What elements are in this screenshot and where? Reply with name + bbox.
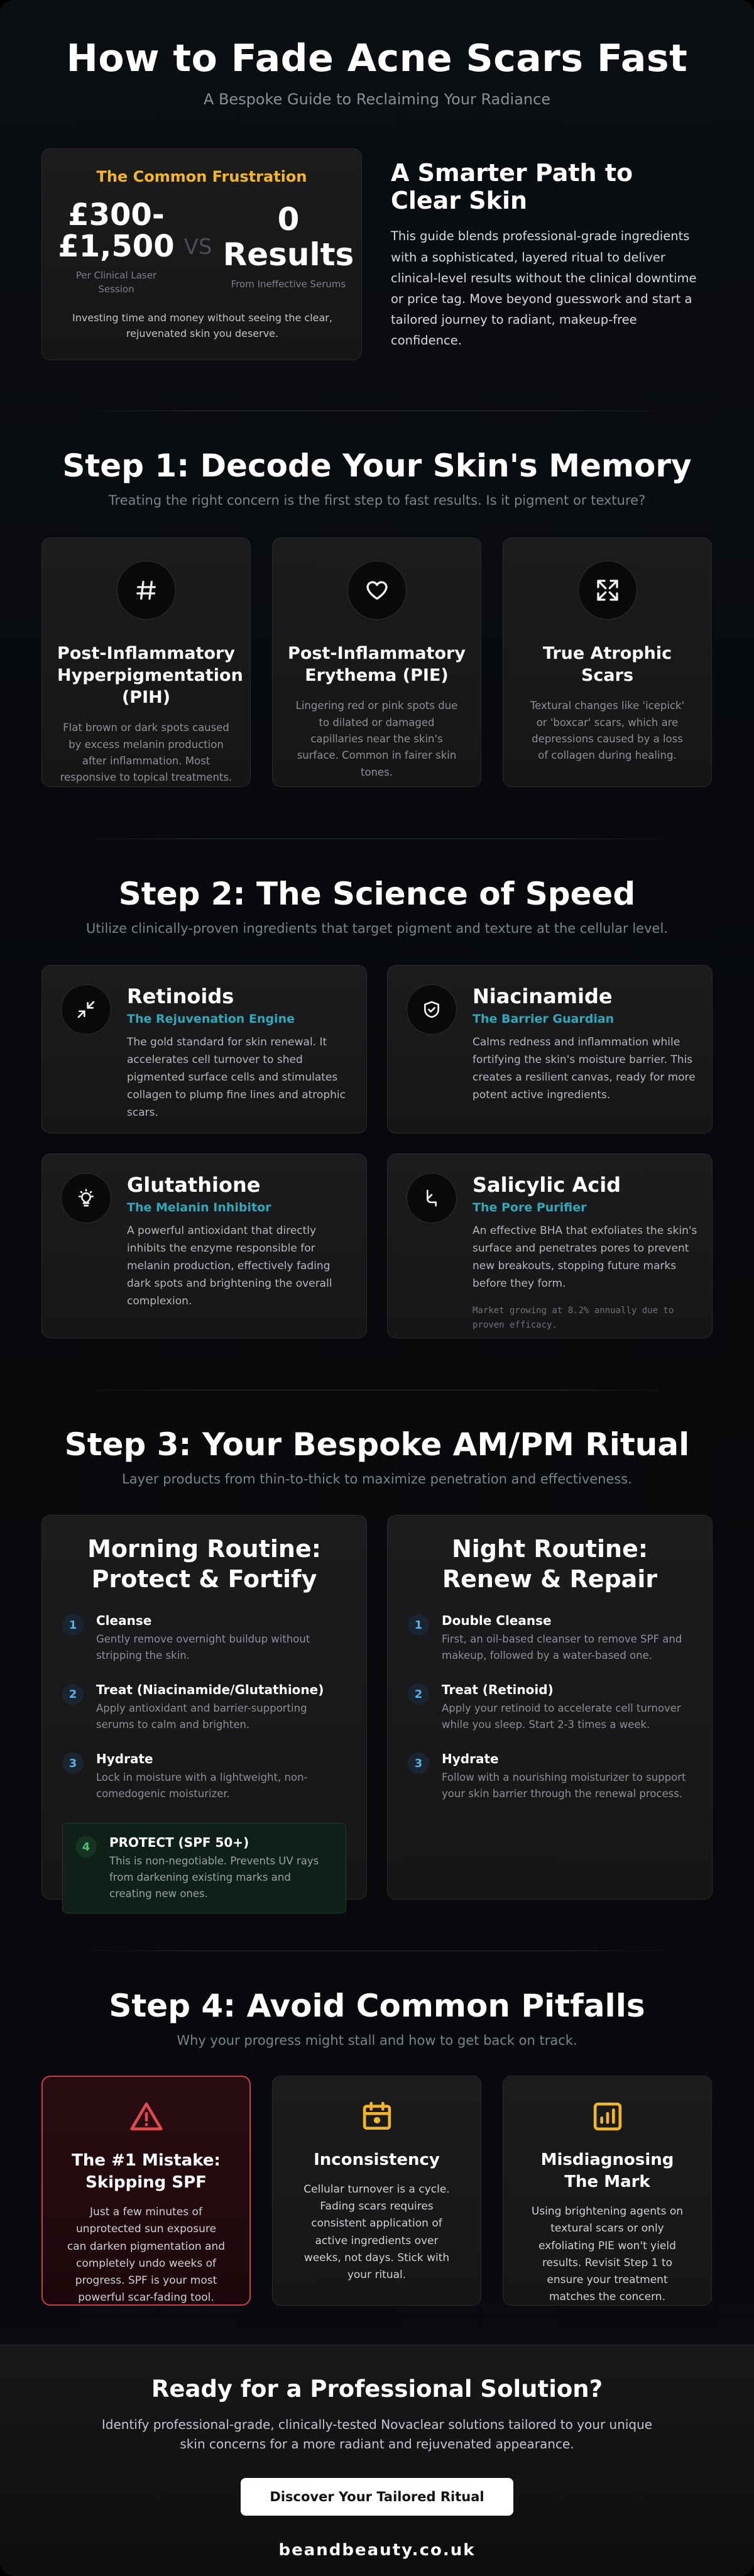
page-subtitle: A Bespoke Guide to Reclaiming Your Radiance bbox=[203, 91, 551, 108]
step-title: Hydrate bbox=[442, 1751, 499, 1767]
scar-card-title: Post-Inflammatory Erythema (PIE) bbox=[288, 644, 466, 686]
step2-subtitle: Utilize clinically-proven ingredients that target pigment and texture at the cellular level. bbox=[86, 921, 668, 936]
step-number: 3 bbox=[62, 1753, 84, 1774]
step1-header bbox=[0, 448, 754, 508]
cost-caption: Per Clinical Laser Session bbox=[75, 269, 157, 295]
step1-title: Step 1: Decode Your Skin's Memory bbox=[62, 448, 692, 484]
frustration-card bbox=[41, 148, 362, 360]
scar-card-text: Flat brown or dark spots caused by excess melanin production after inflammation. Most responsive to topical treatments. bbox=[60, 722, 232, 784]
calendar-icon bbox=[273, 2099, 481, 2137]
shrink-icon bbox=[61, 984, 111, 1035]
scar-card-atrophic bbox=[503, 537, 712, 787]
step-title: Treat (Niacinamide/Glutathione) bbox=[96, 1682, 324, 1698]
night-routine-card bbox=[387, 1515, 713, 1900]
vs-label: VS bbox=[183, 234, 212, 260]
ingredient-title: Niacinamide bbox=[473, 984, 613, 1008]
routine-step bbox=[408, 1613, 692, 1663]
ingredient-title: Salicylic Acid bbox=[473, 1173, 621, 1197]
scar-card-pie bbox=[272, 537, 481, 787]
scar-card-text: Lingering red or pink spots due to dilated or damaged capillaries near the skin's surface. Common in fairer skin tones. bbox=[295, 700, 458, 778]
routine-step bbox=[62, 1613, 346, 1663]
divider bbox=[75, 410, 679, 411]
footer-cta bbox=[0, 2345, 754, 2576]
step-title: Hydrate bbox=[96, 1751, 153, 1767]
ingredient-card-glutathione bbox=[41, 1153, 367, 1338]
smarter-text: This guide blends professional-grade ingredients with a sophisticated, layered ritual to deliver clinical-level results without the clinical downtime or price tag. Move beyond guesswork and start a tailored journey to radiant, makeup-free confidence. bbox=[391, 229, 697, 348]
pitfall-card-spf bbox=[41, 2076, 251, 2306]
step-number: 1 bbox=[62, 1614, 84, 1636]
pitfall-text: Just a few minutes of unprotected sun exposure can darken pigmentation and completely undo weeks of progress. SPF is your most powerful scar-fading tool. bbox=[67, 2206, 226, 2304]
exfoliate-icon bbox=[407, 1173, 457, 1223]
step-number: 3 bbox=[408, 1753, 429, 1774]
step-number: 2 bbox=[408, 1683, 429, 1705]
step2-title: Step 2: The Science of Speed bbox=[118, 876, 636, 912]
ingredient-text: A powerful antioxidant that directly inhibits the enzyme responsible for melanin production, effectively fading dark spots and brightening the overall complexion. bbox=[127, 1225, 332, 1308]
step-text: Follow with a nourishing moisturizer to support your skin barrier through the renewal process. bbox=[442, 1771, 686, 1800]
ingredient-card-salicylic bbox=[387, 1153, 713, 1338]
footer-text: Identify professional-grade, clinically-tested Novaclear solutions tailored to your unique skin concerns for a more radiant and rejuvenated appearance. bbox=[101, 2417, 653, 2452]
step3-title: Step 3: Your Bespoke AM/PM Ritual bbox=[64, 1426, 690, 1463]
results-stat bbox=[219, 202, 358, 290]
protect-step bbox=[62, 1823, 346, 1913]
cost-value: £300-£1,500 bbox=[58, 197, 175, 265]
step-text: This is non-negotiable. Prevents UV rays from darkening existing marks and creating new ones. bbox=[109, 1855, 319, 1900]
step1-subtitle: Treating the right concern is the first step to fast results. Is it pigment or texture? bbox=[108, 493, 646, 508]
step-text: Gently remove overnight buildup without stripping the skin. bbox=[96, 1633, 310, 1661]
step4-header bbox=[0, 1988, 754, 2048]
night-title: Night Routine: Renew & Repair bbox=[442, 1535, 658, 1593]
header bbox=[0, 36, 754, 108]
ingredient-tag: The Barrier Guardian bbox=[473, 1012, 615, 1026]
step-title: Cleanse bbox=[96, 1613, 152, 1628]
step-text: Apply antioxidant and barrier-supporting serums to calm and brighten. bbox=[96, 1702, 307, 1731]
pitfall-text: Cellular turnover is a cycle. Fading scars requires consistent application of active ingredients over weeks, not days. Stick with your ritual. bbox=[303, 2183, 450, 2282]
scar-card-title: True Atrophic Scars bbox=[542, 644, 672, 686]
ingredient-text: The gold standard for skin renewal. It accelerates cell turnover to shed pigmented surface cells and stimulates collagen to plump fine lines and atrophic scars. bbox=[127, 1036, 346, 1120]
chart-icon bbox=[503, 2099, 711, 2137]
step-title: PROTECT (SPF 50+) bbox=[109, 1835, 249, 1851]
morning-title: Morning Routine: Protect & Fortify bbox=[87, 1535, 321, 1593]
pitfall-title: Inconsistency bbox=[314, 2150, 440, 2169]
ingredient-tag: The Pore Purifier bbox=[473, 1201, 587, 1214]
smarter-path bbox=[391, 160, 705, 351]
scar-card-title: Post-Inflammatory Hyperpigmentation (PIH) bbox=[57, 644, 243, 708]
ingredient-card-retinoids bbox=[41, 965, 367, 1133]
cost-stat bbox=[53, 199, 179, 296]
morning-routine-card bbox=[41, 1515, 367, 1900]
scar-card-text: Textural changes like 'icepick' or 'boxcar' scars, which are depressions caused by a loss of collagen during healing. bbox=[530, 700, 685, 762]
step-title: Double Cleanse bbox=[442, 1613, 552, 1628]
results-value: 0 Results bbox=[222, 201, 354, 273]
routine-step bbox=[408, 1751, 692, 1802]
results-caption: From Ineffective Serums bbox=[231, 278, 346, 290]
frustration-heading: The Common Frustration bbox=[96, 168, 307, 185]
pitfall-card-inconsistency bbox=[272, 2076, 481, 2306]
step-number: 2 bbox=[62, 1683, 84, 1705]
warning-icon bbox=[43, 2100, 249, 2137]
pitfall-title: The #1 Mistake: Skipping SPF bbox=[72, 2151, 221, 2193]
step-title: Treat (Retinoid) bbox=[442, 1682, 554, 1698]
step4-title: Step 4: Avoid Common Pitfalls bbox=[109, 1988, 645, 2024]
step2-header bbox=[0, 876, 754, 936]
step-text: First, an oil-based cleanser to remove SPF and makeup, followed by a water-based one. bbox=[442, 1633, 682, 1661]
ingredient-title: Retinoids bbox=[127, 984, 234, 1008]
frustration-note: Investing time and money without seeing the clear, rejuvenated skin you deserve. bbox=[72, 312, 332, 339]
smarter-title: A Smarter Path to Clear Skin bbox=[391, 159, 633, 214]
step-number: 1 bbox=[408, 1614, 429, 1636]
hash-icon bbox=[117, 561, 176, 620]
step3-subtitle: Layer products from thin-to-thick to maximize penetration and effectiveness. bbox=[122, 1472, 632, 1487]
pitfall-text: Using brightening agents on textural scars or only exfoliating PIE won't yield results. Revisit Step 1 to ensure your treatment matches the concern. bbox=[531, 2205, 684, 2304]
discover-ritual-button[interactable]: Discover Your Tailored Ritual bbox=[241, 2478, 513, 2516]
ingredient-text: An effective BHA that exfoliates the skin's surface and penetrates pores to prevent new breakouts, stopping future marks before they form. bbox=[473, 1225, 697, 1291]
ingredient-title: Glutathione bbox=[127, 1173, 261, 1197]
routine-step bbox=[62, 1682, 346, 1732]
site-link[interactable]: beandbeauty.co.uk bbox=[278, 2541, 476, 2560]
ingredient-tag: The Melanin Inhibitor bbox=[127, 1201, 271, 1214]
pitfall-title: Misdiagnosing The Mark bbox=[540, 2150, 674, 2192]
step-number: 4 bbox=[75, 1836, 97, 1858]
heart-icon bbox=[347, 561, 407, 620]
scar-card-pih bbox=[41, 537, 251, 787]
pitfall-card-misdiagnosing bbox=[503, 2076, 712, 2306]
shield-check-icon bbox=[407, 984, 457, 1035]
step3-header bbox=[0, 1426, 754, 1487]
step-text: Lock in moisture with a lightweight, non-comedogenic moisturizer. bbox=[96, 1771, 308, 1800]
ingredient-text: Calms redness and inflammation while fortifying the skin's moisture barrier. This creates a resilient canvas, ready for more potent active ingredients. bbox=[473, 1036, 696, 1102]
ingredient-card-niacinamide bbox=[387, 965, 713, 1133]
step4-subtitle: Why your progress might stall and how to get back on track. bbox=[177, 2033, 577, 2048]
page-title: How to Fade Acne Scars Fast bbox=[66, 36, 688, 80]
ingredient-tag: The Rejuvenation Engine bbox=[127, 1012, 295, 1026]
market-note: Market growing at 8.2% annually due to proven efficacy. bbox=[473, 1306, 674, 1330]
expand-icon bbox=[578, 561, 637, 620]
routine-step bbox=[62, 1751, 346, 1802]
lightbulb-icon bbox=[61, 1173, 111, 1223]
step-text: Apply your retinoid to accelerate cell turnover while you sleep. Start 2-3 times a week. bbox=[442, 1702, 681, 1731]
footer-title: Ready for a Professional Solution? bbox=[151, 2375, 603, 2403]
routine-step bbox=[408, 1682, 692, 1732]
